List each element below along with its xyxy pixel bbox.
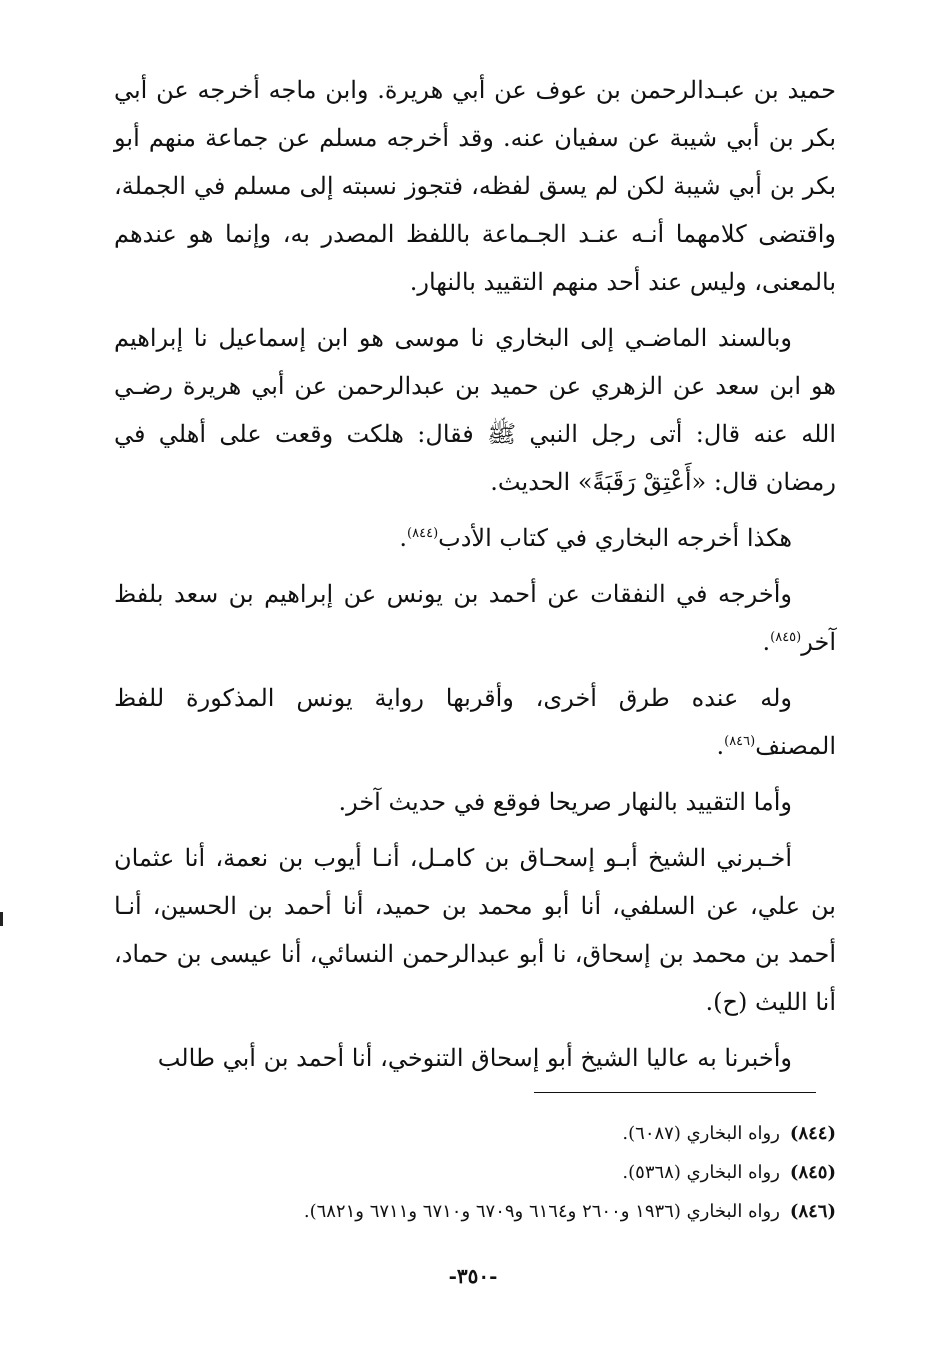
footnote-number: (٨٤٦) — [789, 1201, 836, 1222]
footnote-ref-846[interactable]: (٨٤٦) — [724, 734, 756, 749]
footnote-divider — [534, 1092, 816, 1093]
page-number: -٣٥٠- — [448, 1264, 498, 1288]
footnote-number: (٨٤٤) — [789, 1123, 836, 1144]
paragraph-7: أخـبرني الشيخ أبـو إسحـاق بن كامـل، أنـا أيوب بن نعمة، أنا عثمان بن علي، عن السلفي، أنا أبو محمد بن حميد، أنا أحمد بن الحسين، أنـا أحمد بن محمد بن إسحاق، نا أبو عبدالرحمن النسائي، أنا عيسى بن حماد، أنا الليث (ح). — [114, 844, 836, 1016]
paragraph-4 — [114, 570, 836, 666]
paragraph-3-end: . — [399, 524, 408, 552]
footnote-number: (٨٤٥) — [789, 1162, 836, 1183]
footnote-ref-845[interactable]: (٨٤٥) — [770, 630, 802, 645]
footnote-ref-844[interactable]: (٨٤٤) — [407, 526, 439, 541]
footnote-text: رواه البخاري (٦٠٨٧). — [622, 1123, 780, 1144]
footnote-text: رواه البخاري (٥٣٦٨). — [622, 1162, 780, 1183]
paragraph-5 — [114, 674, 836, 770]
footnote-text: رواه البخاري (١٩٣٦ و٢٦٠٠ و٦١٦٤ و٦٧٠٩ و٦٧١٠ و٦٧١١ و٦٨٢١). — [303, 1201, 780, 1222]
paragraph-3 — [114, 514, 836, 562]
scan-edge-mark — [0, 912, 3, 926]
footnotes — [114, 1114, 836, 1231]
paragraph-5-text: وله عنده طرق أخرى، وأقربها رواية يونس المذكورة للفظ المصنف — [114, 684, 836, 760]
paragraph-3-text: هكذا أخرجه البخاري في كتاب الأدب — [438, 524, 792, 552]
footnote-844 — [114, 1114, 836, 1153]
paragraph-1: حميد بن عبـدالرحمن بن عوف عن أبي هريرة. وابن ماجه أخرجه عن أبي بكر بن أبي شيبة عن سفيان عنه. وقد أخرجه مسلم عن جماعة منهم أبو بكر بن أبي شيبة لكن لم يسق لفظه، فتجوز نسبته إلى مسلم في الجملة، واقتضى كلامهما أنـه عنـد الجـماعة باللفظ المصدر به، وإنما هو عندهم بالمعنى، وليس عند أحد منهم التقييد بالنهار. — [114, 76, 836, 296]
main-text — [114, 66, 836, 1090]
paragraph-6: وأما التقييد بالنهار صريحا فوقع في حديث آخر. — [338, 788, 792, 816]
paragraph-5-end: . — [716, 732, 725, 760]
footnote-845 — [114, 1153, 836, 1192]
paragraph-4-end: . — [762, 628, 771, 656]
footnote-846 — [114, 1192, 836, 1231]
paragraph-4-text: وأخرجه في النفقات عن أحمد بن يونس عن إبراهيم بن سعد بلفظ آخر — [114, 580, 836, 656]
paragraph-8: وأخبرنا به عاليا الشيخ أبو إسحاق التنوخي، أنا أحمد بن أبي طالب — [157, 1044, 792, 1072]
paragraph-2: وبالسند الماضـي إلى البخاري نا موسى هو ابن إسماعيل نا إبراهيم هو ابن سعد عن الزهري عن حميد بن عبدالرحمن عن أبي هريرة رضـي الله عنه قال: أتى رجل النبي ﷺ فقال: هلكت وقعت على أهلي في رمضان قال: «أَعْتِقْ رَقَبَةً» الحديث. — [114, 324, 836, 496]
